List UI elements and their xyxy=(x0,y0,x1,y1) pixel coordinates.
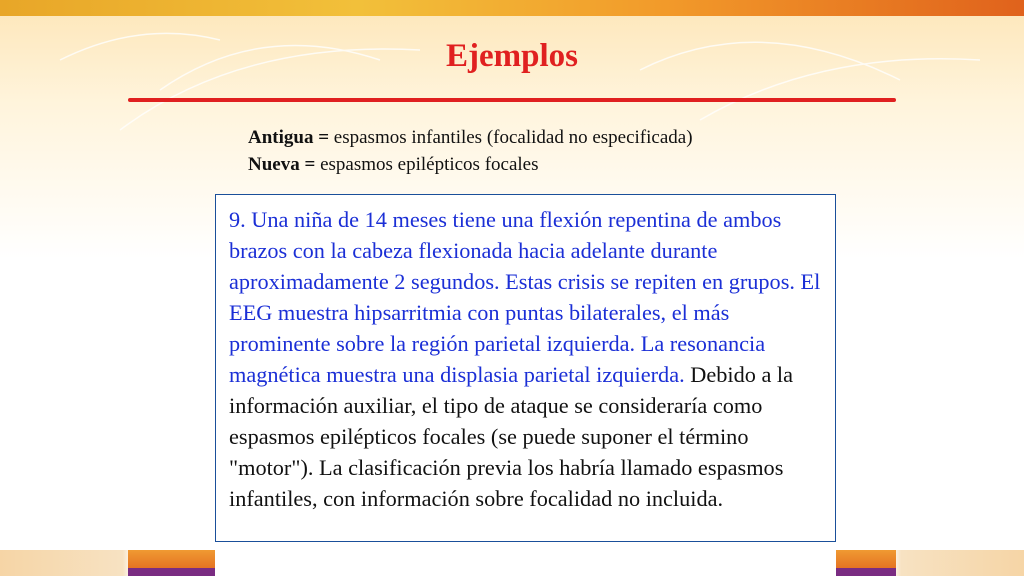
definition-old-term: Antigua = xyxy=(248,127,330,148)
definitions-block xyxy=(248,124,693,178)
definition-new-text: espasmos epilépticos focales xyxy=(315,154,539,175)
question-box xyxy=(215,194,836,542)
bottom-right-accent xyxy=(836,568,896,576)
definition-new-term: Nueva = xyxy=(248,154,316,175)
title-underline xyxy=(128,98,896,102)
question-remaining-text: Debido a la información auxiliar, el tipo de ataque se consideraría como espasmos epilépticos focales (se puede suponer el término "motor"). La clasificación previa los habría llamado espasmos infantiles, con información sobre focalidad no incluida. xyxy=(229,362,794,511)
bottom-left-accent xyxy=(128,568,215,576)
definition-old-text: espasmos infantiles (focalidad no especificada) xyxy=(329,127,693,148)
question-highlighted-text: 9. Una niña de 14 meses tiene una flexión repentina de ambos brazos con la cabeza flexionada hacia adelante durante aproximadamente 2 segundos. Estas crisis se repiten en grupos. El EEG muestra hipsarritmia con puntas bilaterales, el más prominente sobre la región parietal izquierda. La resonancia magnética muestra una displasia parietal izquierda. xyxy=(229,207,821,387)
slide-title: Ejemplos xyxy=(446,38,578,74)
definition-old xyxy=(248,124,693,151)
definition-new xyxy=(248,151,693,178)
